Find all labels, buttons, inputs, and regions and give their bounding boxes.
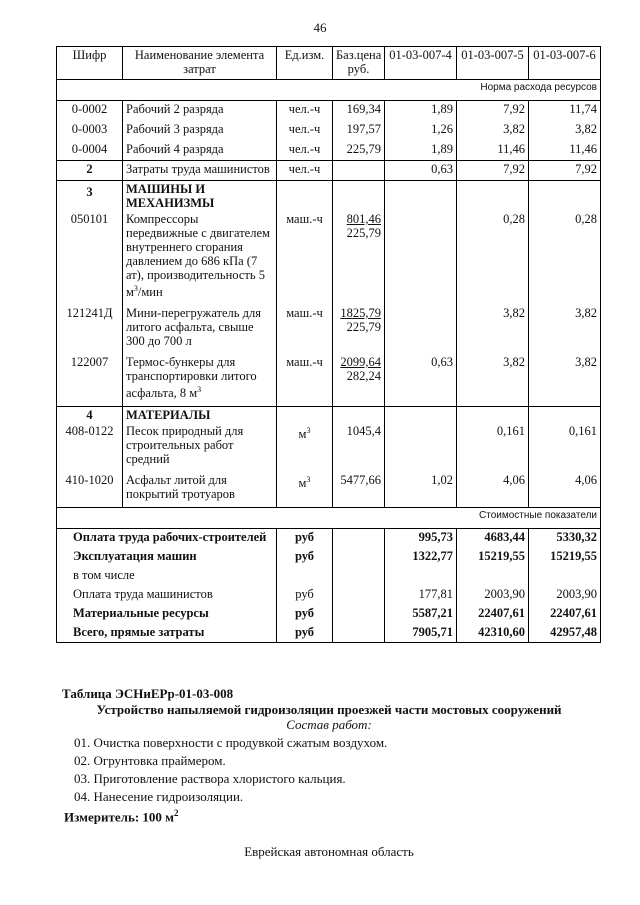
row-v3: 11,46 [529, 141, 601, 161]
row-price: 169,34 [333, 101, 385, 121]
row-code: 122007 [57, 354, 123, 407]
table-title: Таблица ЭСНиЕРр-01-03-008 [62, 686, 234, 701]
materials-section-code: 4 [57, 407, 123, 424]
row-price: 1045,4 [333, 423, 385, 472]
work-steps-list [0, 735, 640, 807]
total-v1: 5587,21 [385, 605, 457, 624]
row-v2: 4,06 [457, 472, 529, 508]
row-price [333, 354, 385, 407]
list-item: 02. Огрунтовка праймером. [74, 753, 226, 768]
row-v1: 1,89 [385, 101, 457, 121]
resource-table [56, 46, 601, 643]
row-v2: 7,92 [457, 101, 529, 121]
row-name-tail: /мин [137, 285, 163, 300]
total-unit [277, 567, 333, 586]
row-name: Асфальт литой для покрытий тротуаров [123, 472, 277, 508]
row-price-bottom: 225,79 [346, 320, 381, 335]
row-code: 050101 [57, 211, 123, 305]
header-code: Шифр [57, 47, 123, 80]
total-v3: 15219,55 [529, 548, 601, 567]
table-row [57, 121, 601, 141]
row-v3: 0,161 [529, 423, 601, 472]
total-v1: 995,73 [385, 529, 457, 548]
row-price [333, 305, 385, 354]
header-col1: 01-03-007-4 [385, 47, 457, 80]
table-row [57, 305, 601, 354]
row-name-sup: 3 [133, 284, 138, 293]
page-number: 46 [313, 20, 327, 35]
row-unit-text: м [298, 427, 307, 442]
list-item: 01. Очистка поверхности с продувкой сжатым воздухом. [74, 735, 388, 750]
total-name: Оплата труда машинистов [57, 586, 277, 605]
total-v2: 15219,55 [457, 548, 529, 567]
row-price-bottom: 282,24 [346, 369, 381, 384]
list-item: 04. Нанесение гидроизоляции. [74, 789, 244, 804]
row-name: Песок природный для строительных работ средний [123, 423, 277, 472]
row-price-top: 801,46 [346, 212, 381, 226]
header-col3: 01-03-007-6 [529, 47, 601, 80]
row-v3: 4,06 [529, 472, 601, 508]
norm-caption-row [57, 80, 601, 101]
composition-label: Состав работ: [286, 717, 372, 732]
row-v2: 3,82 [457, 354, 529, 407]
row-code: 0-0003 [57, 121, 123, 141]
table-row [57, 101, 601, 121]
total-v1: 1322,77 [385, 548, 457, 567]
total-v3: 42957,48 [529, 624, 601, 643]
row-name-sup: 3 [197, 385, 202, 395]
total-unit: руб [277, 586, 333, 605]
row-name: Рабочий 2 разряда [123, 101, 277, 121]
total-v1 [385, 567, 457, 586]
row-v2: 0,161 [457, 423, 529, 472]
row-v2: 3,82 [457, 305, 529, 354]
machines-section-code: 3 [57, 181, 123, 212]
total-v2: 22407,61 [457, 605, 529, 624]
machines-section-title: МАШИНЫ И МЕХАНИЗМЫ [123, 181, 277, 212]
cost-caption-row [57, 508, 601, 529]
row-name: Рабочий 4 разряда [123, 141, 277, 161]
total-v2: 2003,90 [457, 586, 529, 605]
table-row [57, 423, 601, 472]
table-header-row [57, 47, 601, 80]
machinists-name: Затраты труда машинистов [123, 161, 277, 181]
row-code: 0-0002 [57, 101, 123, 121]
total-name: Оплата труда рабочих-строителей [57, 529, 277, 548]
materials-section-row [57, 407, 601, 424]
row-v2: 0,28 [457, 211, 529, 305]
machinists-v3: 7,92 [529, 161, 601, 181]
row-code: 410-1020 [57, 472, 123, 508]
table-row [57, 141, 601, 161]
total-name: Всего, прямые затраты [57, 624, 277, 643]
materials-section-title: МАТЕРИАЛЫ [123, 407, 277, 424]
row-unit: чел.-ч [277, 101, 333, 121]
machinists-v2: 7,92 [457, 161, 529, 181]
total-row [57, 548, 601, 567]
total-row [57, 529, 601, 548]
row-name [123, 354, 277, 407]
row-code: 0-0004 [57, 141, 123, 161]
table-row [57, 211, 601, 305]
row-v3: 3,82 [529, 354, 601, 407]
total-v3: 5330,32 [529, 529, 601, 548]
row-name-text: Мини-перегружатель для литого асфальта, свыше 300 до 700 л [126, 306, 261, 349]
row-price-top: 2099,64 [340, 355, 381, 370]
row-code: 121241Д [57, 305, 123, 354]
total-v2: 42310,60 [457, 624, 529, 643]
total-v3 [529, 567, 601, 586]
row-unit [277, 423, 333, 472]
row-name: Рабочий 3 разряда [123, 121, 277, 141]
row-v1: 1,02 [385, 472, 457, 508]
row-name-text: Термос-бункеры для транспортировки литого асфальта, 8 м [126, 355, 257, 401]
total-v1: 177,81 [385, 586, 457, 605]
total-row [57, 605, 601, 624]
row-v2: 11,46 [457, 141, 529, 161]
header-unit: Ед.изм. [277, 47, 333, 80]
row-v3: 3,82 [529, 121, 601, 141]
machinists-unit: чел.-ч [277, 161, 333, 181]
row-unit: чел.-ч [277, 141, 333, 161]
total-row [57, 586, 601, 605]
footer-region: Еврейская автономная область [244, 844, 414, 859]
row-price-top: 1825,79 [340, 306, 381, 321]
table-row [57, 354, 601, 407]
total-name: Эксплуатация машин [57, 548, 277, 567]
total-name: в том числе [57, 567, 277, 586]
total-v1: 7905,71 [385, 624, 457, 643]
row-price [333, 211, 385, 305]
row-unit: маш.-ч [277, 211, 333, 305]
row-unit-sup: 3 [306, 475, 311, 485]
total-v3: 2003,90 [529, 586, 601, 605]
machinists-row [57, 161, 601, 181]
cost-caption: Стоимостные показатели [57, 508, 601, 529]
row-unit-sup: 3 [306, 426, 311, 436]
row-name [123, 305, 277, 354]
total-unit: руб [277, 605, 333, 624]
row-v1 [385, 305, 457, 354]
total-v2 [457, 567, 529, 586]
row-v3: 11,74 [529, 101, 601, 121]
row-v1: 1,89 [385, 141, 457, 161]
header-name: Наименование элемента затрат [123, 47, 277, 80]
machines-section-row [57, 181, 601, 212]
row-price: 197,57 [333, 121, 385, 141]
row-v1 [385, 423, 457, 472]
header-col2: 01-03-007-5 [457, 47, 529, 80]
row-v1: 0,63 [385, 354, 457, 407]
row-unit [277, 472, 333, 508]
total-row [57, 567, 601, 586]
total-unit: руб [277, 548, 333, 567]
row-v3: 3,82 [529, 305, 601, 354]
machinists-code: 2 [57, 161, 123, 181]
total-unit: руб [277, 529, 333, 548]
row-price: 225,79 [333, 141, 385, 161]
total-v3: 22407,61 [529, 605, 601, 624]
list-item: 03. Приготовление раствора хлористого кальция. [74, 771, 346, 786]
total-v2: 4683,44 [457, 529, 529, 548]
row-price-bottom: 225,79 [346, 226, 381, 240]
row-unit: чел.-ч [277, 121, 333, 141]
meter-label: Измеритель: 100 м [64, 809, 175, 825]
row-name-text: Компрессоры передвижные с двигателем внутреннего сгорания давлением до 686 кПа (7 ат), производительность 5 м [126, 212, 270, 300]
machinists-v1: 0,63 [385, 161, 457, 181]
section-heading: Устройство напыляемой гидроизоляции проезжей части мостовых сооружений [96, 702, 562, 717]
row-unit: маш.-ч [277, 354, 333, 407]
row-v3: 0,28 [529, 211, 601, 305]
row-v1: 1,26 [385, 121, 457, 141]
norm-caption: Норма расхода ресурсов [57, 80, 601, 101]
meter-sup: 2 [174, 808, 179, 818]
meter-line [0, 808, 640, 825]
row-name [123, 211, 277, 305]
row-unit: маш.-ч [277, 305, 333, 354]
total-row [57, 624, 601, 643]
total-unit: руб [277, 624, 333, 643]
row-price: 5477,66 [333, 472, 385, 508]
row-v2: 3,82 [457, 121, 529, 141]
row-unit-text: м [298, 476, 307, 491]
total-name: Материальные ресурсы [57, 605, 277, 624]
row-code: 408-0122 [57, 423, 123, 472]
table-row [57, 472, 601, 508]
row-v1 [385, 211, 457, 305]
header-base-price: Баз.цена руб. [333, 47, 385, 80]
